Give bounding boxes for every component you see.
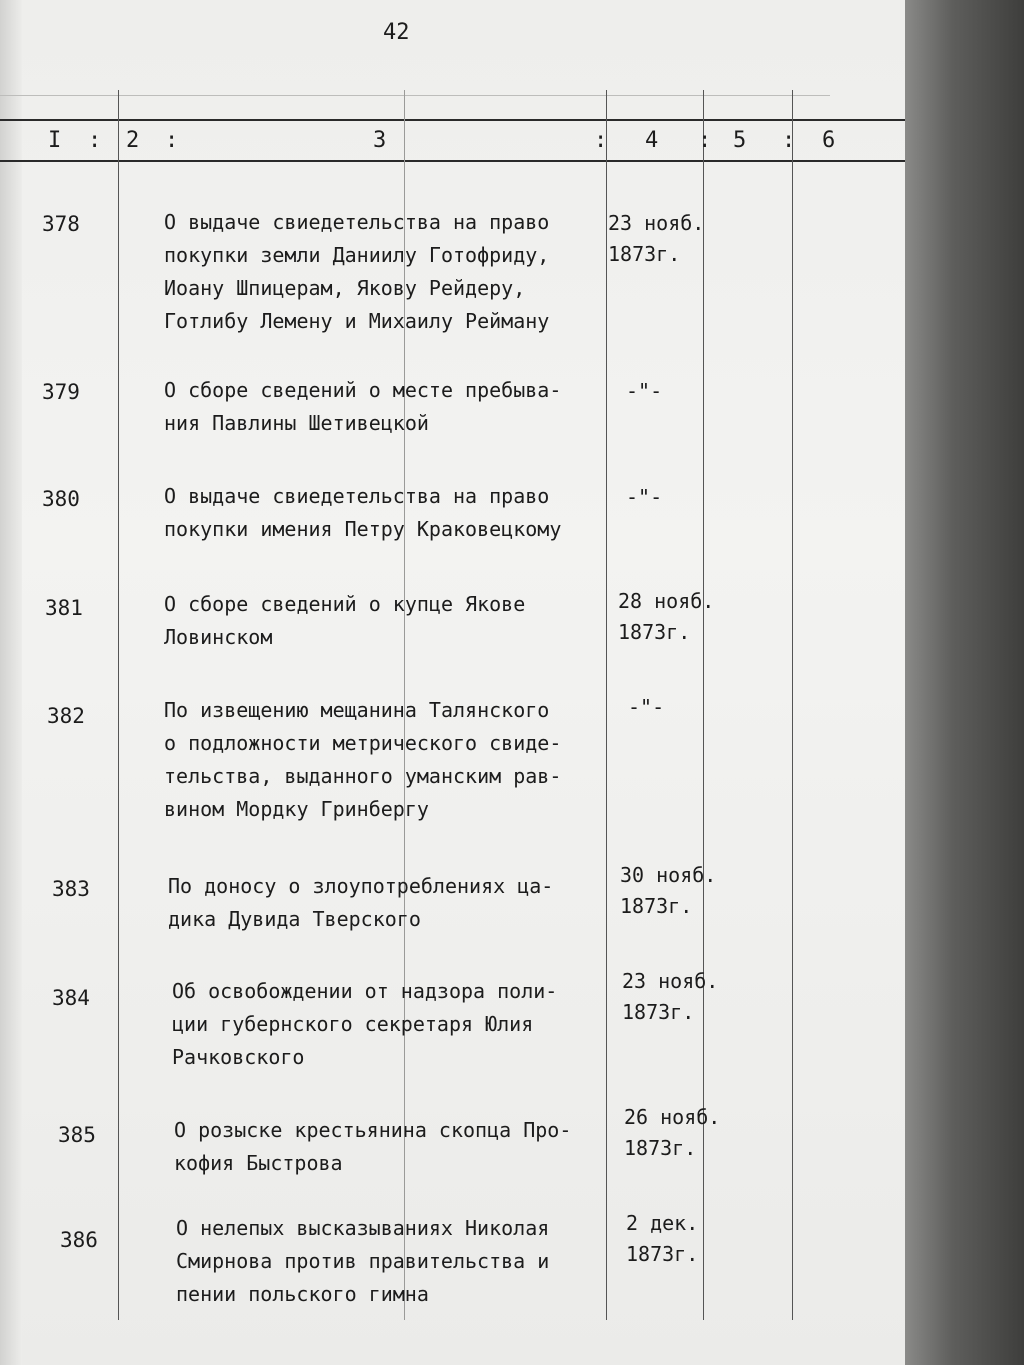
case-title: О сборе сведений о купце Якове Ловинском (164, 592, 526, 649)
header-bottom-rule (0, 160, 905, 162)
case-date: -"- (628, 695, 665, 719)
case-title: Об освобождении от надзора поли- ции губернского секретаря Юлия Рачковского (172, 979, 558, 1069)
case-date: -"- (626, 485, 663, 509)
header-col-1: I (48, 128, 62, 153)
header-col-6: 6 (822, 128, 836, 153)
case-number: 379 (42, 380, 80, 404)
case-title: О выдаче свиедетельства на право покупки земли Даниилу Готофриду, Иоану Шпицерам, Якову Рейдеру, Готлибу Лемену и Михаилу Рейману (164, 210, 550, 333)
case-number: 380 (42, 487, 80, 511)
column-line-1 (118, 90, 119, 1320)
case-date: -"- (626, 379, 663, 403)
case-number: 384 (52, 986, 90, 1010)
case-date: 23 нояб. 1873г. (608, 211, 705, 266)
case-title: О нелепых высказываниях Николая Смирнова против правительства и пении польского гимна (176, 1216, 550, 1306)
case-date: 26 нояб. 1873г. (624, 1105, 721, 1160)
case-number: 385 (58, 1123, 96, 1147)
case-number: 381 (45, 596, 83, 620)
case-title: О сборе сведений о месте пребыва- ния Павлины Шетивецкой (164, 378, 562, 435)
case-date: 2 дек. 1873г. (626, 1211, 699, 1266)
page-number: 42 (383, 20, 410, 45)
page-edge-background (905, 0, 1024, 1365)
case-date: 30 нояб. 1873г. (620, 863, 717, 918)
header-col-3: 3 (373, 128, 387, 153)
column-line-5 (792, 90, 793, 1320)
header-col-2: 2 (126, 128, 140, 153)
header-sep-5: : (782, 128, 796, 153)
case-title: О выдаче свиедетельства на право покупки имения Петру Краковецкому (164, 484, 562, 541)
case-number: 386 (60, 1228, 98, 1252)
case-title: О розыске крестьянина скопца Про- кофия Быстрова (174, 1118, 572, 1175)
case-number: 383 (52, 877, 90, 901)
header-sep-2: : (165, 128, 179, 153)
case-date: 28 нояб. 1873г. (618, 589, 715, 644)
case-title: По доносу о злоупотреблениях ца- дика Дувида Тверского (168, 874, 554, 931)
case-date: 23 нояб. 1873г. (622, 969, 719, 1024)
header-col-4: 4 (645, 128, 659, 153)
column-line-3 (606, 90, 607, 1320)
header-col-5: 5 (733, 128, 747, 153)
bleed-header-line (0, 95, 830, 96)
header-sep-3: : (594, 128, 608, 153)
case-title: По извещению мещанина Талянского о подложности метрического свиде- тельства, выданного уманским рав- вином Мордку Гринбергу (164, 698, 562, 821)
page-shadow (0, 0, 22, 1365)
header-sep-1: : (88, 128, 102, 153)
case-number: 382 (47, 704, 85, 728)
header-top-rule (0, 119, 905, 121)
case-number: 378 (42, 212, 80, 236)
header-sep-4: : (698, 128, 712, 153)
